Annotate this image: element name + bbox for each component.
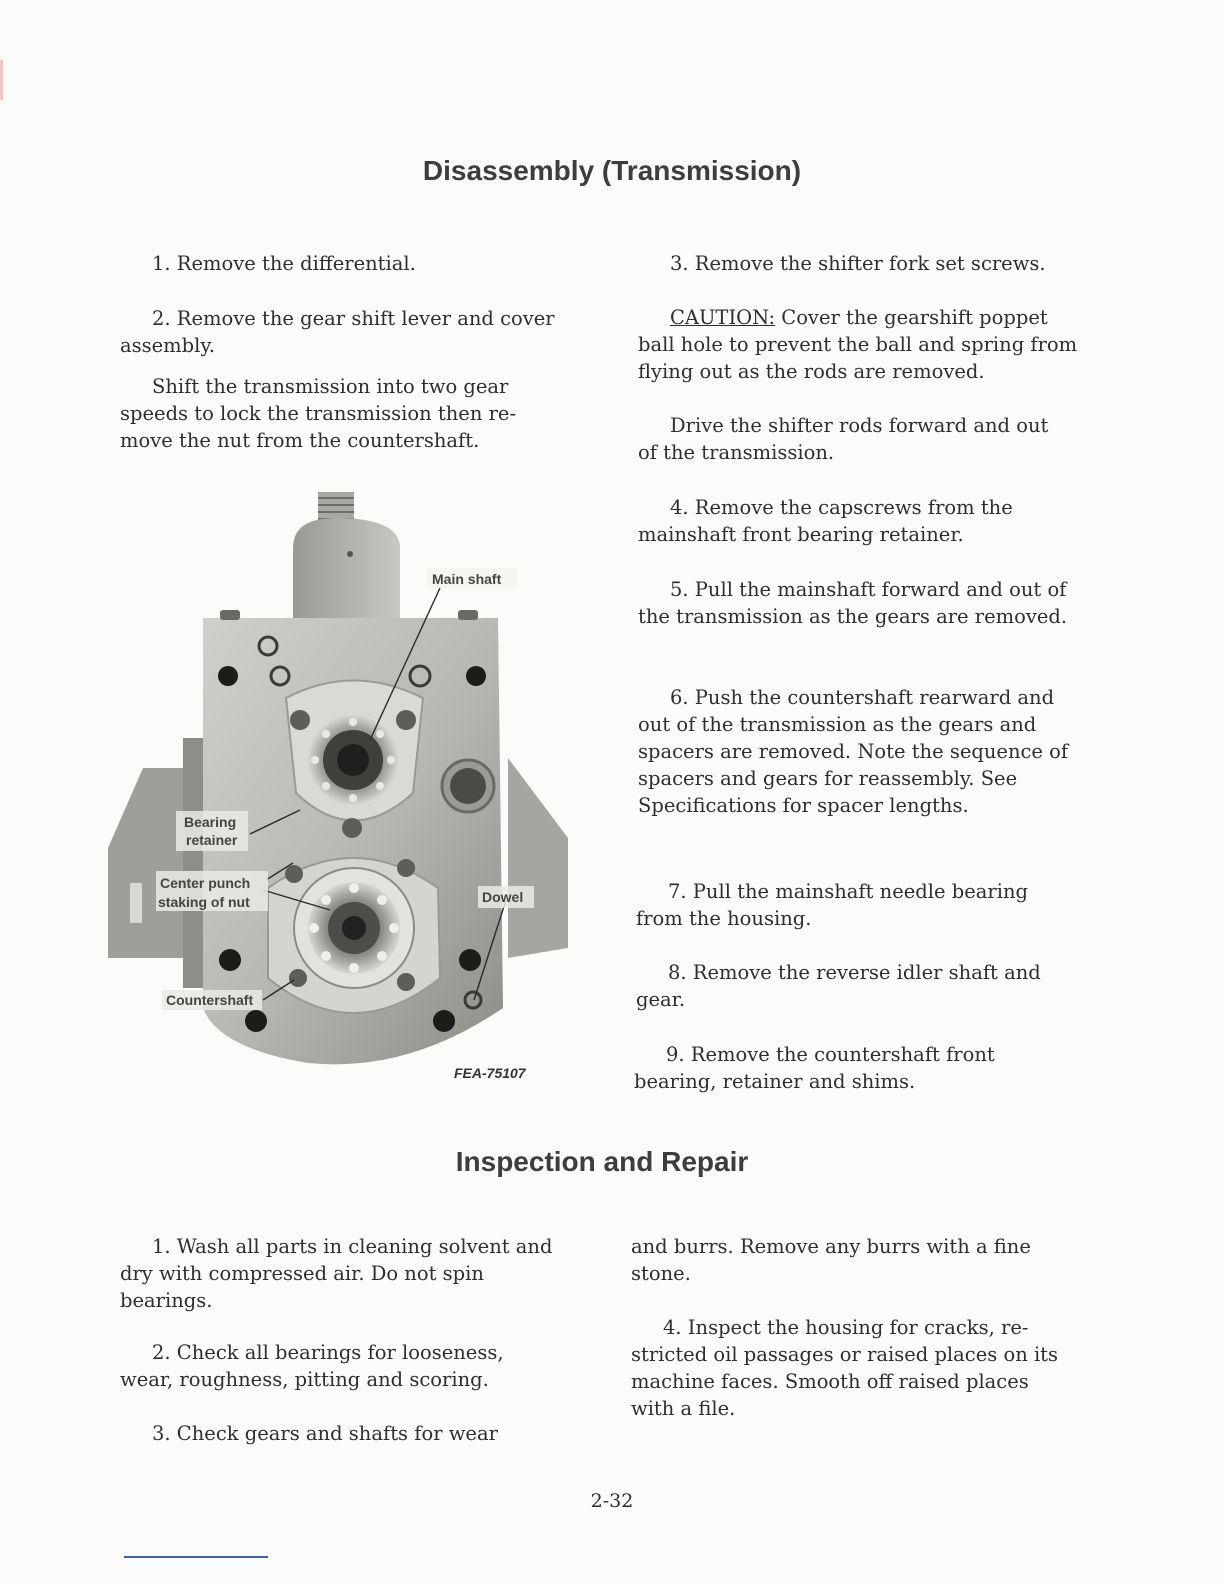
caution-text: Cover the gearshift poppet ball hole to prevent the ball and spring from flying out as the rods are removed. — [638, 306, 1078, 383]
inspect-step-1-wash: 1. Wash all parts in cleaning solvent and dry with compressed air. Do not spin bearings. — [120, 1235, 553, 1312]
step-7-needle-bearing: 7. Pull the mainshaft needle bearing from the housing. — [636, 880, 1028, 930]
page-edge-mark — [0, 60, 3, 100]
step-2-remove-shift-lever: 2. Remove the gear shift lever and cover assembly. — [120, 307, 555, 357]
label-center-punch-line2: staking of nut — [158, 894, 250, 910]
label-main-shaft: Main shaft — [432, 571, 502, 587]
step-6-push-countershaft: 6. Push the countershaft rearward and out of the transmission as the gears and spacers are removed. Note the sequence of spacers and gears for reassembly. See Specifications for spacer lengths. — [638, 686, 1069, 817]
transmission-photo — [108, 488, 578, 1088]
label-center-punch-line1: Center punch — [160, 875, 251, 891]
inspect-step-3-gears: 3. Check gears and shafts for wear — [152, 1422, 498, 1445]
footer-rule — [124, 1556, 268, 1558]
label-dowel: Dowel — [482, 889, 524, 905]
caution-label: CAUTION: — [670, 306, 776, 329]
label-countershaft: Countershaft — [166, 992, 254, 1008]
shift-transmission-paragraph: Shift the transmission into two gear speeds to lock the transmission then remove the nut from the countershaft. — [120, 375, 517, 452]
inspect-step-3-continued: and burrs. Remove any burrs with a fine stone. — [631, 1235, 1031, 1285]
section-title-disassembly: Disassembly (Transmission) — [422, 155, 802, 186]
inspect-step-4-housing: 4. Inspect the housing for cracks, restricted oil passages or raised places on its machine faces. Smooth off raised places with a file. — [631, 1316, 1059, 1420]
caution-paragraph — [638, 304, 1088, 385]
page-number: 2-32 — [590, 1490, 634, 1512]
figure-number: FEA-75107 — [454, 1065, 526, 1081]
step-3-shifter-fork-screws: 3. Remove the shifter fork set screws. — [670, 252, 1046, 275]
drive-shifter-rods-paragraph: Drive the shifter rods forward and out of the transmission. — [638, 414, 1049, 464]
step-9-countershaft-bearing: 9. Remove the countershaft front bearing, retainer and shims. — [634, 1043, 995, 1093]
label-bearing-retainer-line2: retainer — [186, 832, 238, 848]
transmission-photo-figure — [108, 488, 578, 1088]
label-bearing-retainer-line1: Bearing — [184, 814, 237, 830]
section-title-inspection: Inspection and Repair — [455, 1146, 749, 1177]
step-5-pull-mainshaft: 5. Pull the mainshaft forward and out of the transmission as the gears are removed. — [638, 578, 1068, 628]
step-8-reverse-idler: 8. Remove the reverse idler shaft and gear. — [636, 961, 1041, 1011]
step-1-remove-differential: 1. Remove the differential. — [152, 252, 416, 275]
step-4-remove-capscrews: 4. Remove the capscrews from the mainshaft front bearing retainer. — [638, 496, 1013, 546]
inspect-step-2-bearings: 2. Check all bearings for looseness, wear, roughness, pitting and scoring. — [120, 1341, 504, 1391]
